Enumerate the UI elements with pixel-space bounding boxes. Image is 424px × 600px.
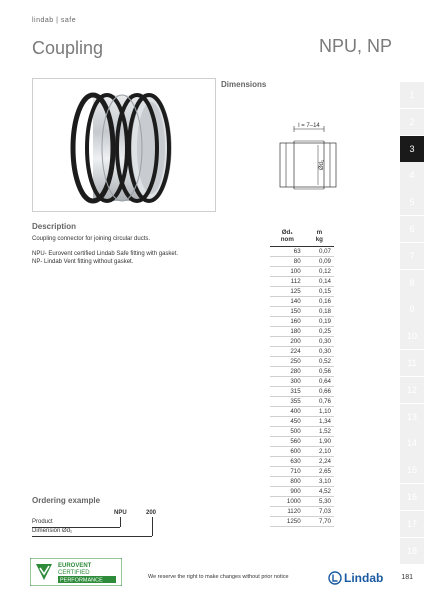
chapter-tab-14[interactable]: 14: [400, 430, 424, 456]
cell-mass: 2,24: [305, 456, 334, 466]
cell-mass: 0,14: [305, 276, 334, 286]
cell-mass: 0,64: [305, 376, 334, 386]
cell-diameter: 300: [270, 376, 305, 386]
table-row: [270, 296, 334, 306]
table-row: [270, 266, 334, 276]
page-number: 181: [401, 574, 413, 581]
footer-note: We reserve the right to make changes without prior notice: [148, 574, 289, 580]
cell-mass: 0,16: [305, 296, 334, 306]
cell-diameter: 1120: [270, 506, 305, 516]
ordering-product-label: Product: [32, 519, 53, 525]
table-row: [270, 416, 334, 426]
table-row: [270, 276, 334, 286]
lindab-logo: [328, 570, 383, 586]
chapter-tab-15[interactable]: 15: [400, 457, 424, 483]
chapter-tab-16[interactable]: 16: [400, 484, 424, 510]
table-row: [270, 456, 334, 466]
ordering-size: 200: [146, 510, 157, 516]
description-text: [32, 235, 212, 266]
eurovent-text: EUROVENT: [58, 563, 92, 569]
cell-diameter: 315: [270, 386, 305, 396]
cell-diameter: 280: [270, 366, 305, 376]
page-title: Coupling: [32, 38, 104, 58]
col-unit-nom: nom: [280, 235, 294, 243]
divider: [120, 517, 121, 527]
cell-diameter: 710: [270, 466, 305, 476]
cell-diameter: 224: [270, 346, 305, 356]
chapter-tab-12[interactable]: 12: [400, 377, 424, 403]
chapter-tab-5[interactable]: 5: [400, 189, 424, 215]
cell-mass: 0,30: [305, 336, 334, 346]
cell-diameter: 630: [270, 456, 305, 466]
table-row: [270, 466, 334, 476]
cell-diameter: 112: [270, 276, 305, 286]
cell-diameter: 1250: [270, 516, 305, 526]
ordering-dimension-label: Dimension Ød₁: [32, 528, 73, 534]
divider: [152, 517, 153, 536]
product-code: NPU, NP: [318, 36, 392, 56]
cell-diameter: 63: [270, 246, 305, 256]
eurovent-text: PERFORMANCE: [60, 577, 103, 584]
table-row: [270, 366, 334, 376]
cell-diameter: 180: [270, 326, 305, 336]
chapter-tabs: [400, 82, 424, 564]
chapter-tab-6[interactable]: 6: [400, 216, 424, 242]
dimensions-drawing: [260, 117, 360, 197]
cell-mass: 1,10: [305, 406, 334, 416]
cell-mass: 0,30: [305, 346, 334, 356]
col-unit-kg: kg: [315, 235, 323, 243]
cell-diameter: 140: [270, 296, 305, 306]
table-row: [270, 406, 334, 416]
cell-diameter: 250: [270, 356, 305, 366]
cell-diameter: 125: [270, 286, 305, 296]
chapter-tab-13[interactable]: 13: [400, 404, 424, 430]
length-label: l = 7–14: [298, 123, 320, 129]
brand-header: lindab | safe: [32, 17, 77, 24]
cell-mass: 0,19: [305, 316, 334, 326]
table-row: [270, 356, 334, 366]
table-row: [270, 386, 334, 396]
table-row: [270, 346, 334, 356]
table-row: [270, 246, 334, 256]
eurovent-text: CERTIFIED: [58, 570, 90, 576]
lindab-wordmark: Lindab: [344, 571, 384, 585]
table-row: [270, 446, 334, 456]
chapter-tab-2[interactable]: 2: [400, 109, 424, 135]
cell-mass: 0,18: [305, 306, 334, 316]
cell-diameter: 800: [270, 476, 305, 486]
description-line: Coupling connector for joining circular ducts.: [32, 236, 151, 242]
col-header-mass: m: [316, 228, 323, 236]
cell-mass: 0,56: [305, 366, 334, 376]
cell-diameter: 100: [270, 266, 305, 276]
cell-diameter: 160: [270, 316, 305, 326]
cell-mass: 5,30: [305, 496, 334, 506]
table-row: [270, 306, 334, 316]
description-heading: Description: [32, 222, 77, 231]
chapter-tab-1[interactable]: 1: [400, 82, 424, 108]
dimensions-table: [270, 226, 334, 527]
lindab-logo-icon: [328, 571, 342, 585]
cell-diameter: 150: [270, 306, 305, 316]
cell-mass: 1,90: [305, 436, 334, 446]
table-row: [270, 326, 334, 336]
chapter-tab-7[interactable]: 7: [400, 243, 424, 269]
table-header-mass: [305, 226, 334, 246]
chapter-tab-3[interactable]: 3: [400, 136, 424, 162]
diameter-label: Ød₁: [319, 159, 325, 171]
cell-diameter: 400: [270, 406, 305, 416]
table-row: [270, 486, 334, 496]
table-row: [270, 426, 334, 436]
cell-mass: 0,66: [305, 386, 334, 396]
table-row: [270, 506, 334, 516]
table-row: [270, 476, 334, 486]
chapter-tab-18[interactable]: 18: [400, 538, 424, 564]
product-photo: [32, 78, 216, 212]
table-header-row: [270, 226, 334, 246]
cell-mass: 7,70: [305, 516, 334, 526]
table-row: [270, 396, 334, 406]
col-header-diameter: Ød₁: [281, 228, 293, 236]
chapter-tab-8[interactable]: 8: [400, 270, 424, 296]
cell-diameter: 80: [270, 256, 305, 266]
cell-diameter: 900: [270, 486, 305, 496]
cell-mass: 0,12: [305, 266, 334, 276]
cell-diameter: 600: [270, 446, 305, 456]
chapter-tab-4[interactable]: 4: [400, 162, 424, 188]
coupling-photo-illustration: [33, 79, 217, 213]
cell-mass: 0,09: [305, 256, 334, 266]
cell-mass: 2,10: [305, 446, 334, 456]
table-row: [270, 436, 334, 446]
ordering-heading: Ordering example: [32, 496, 101, 505]
cell-diameter: 450: [270, 416, 305, 426]
description-line: NP- Lindab Vent fitting without gasket.: [32, 259, 134, 265]
cell-mass: 1,34: [305, 416, 334, 426]
cell-mass: 0,25: [305, 326, 334, 336]
table-row: [270, 336, 334, 346]
table-row: [270, 516, 334, 526]
cell-mass: 1,52: [305, 426, 334, 436]
cell-mass: 3,10: [305, 476, 334, 486]
chapter-tab-11[interactable]: 11: [400, 350, 424, 376]
cell-diameter: 200: [270, 336, 305, 346]
cell-mass: 0,07: [305, 246, 334, 256]
table-row: [270, 496, 334, 506]
divider: [32, 536, 152, 537]
dimensions-heading: Dimensions: [221, 80, 267, 89]
chapter-tab-17[interactable]: 17: [400, 511, 424, 537]
cell-mass: 4,52: [305, 486, 334, 496]
cell-diameter: 355: [270, 396, 305, 406]
description-line: NPU- Eurovent certified Lindab Safe fitting with gasket.: [32, 251, 179, 257]
cell-mass: 7,03: [305, 506, 334, 516]
table-row: [270, 286, 334, 296]
table-row: [270, 376, 334, 386]
table-row: [270, 316, 334, 326]
table-row: [270, 256, 334, 266]
ordering-code: NPU: [114, 510, 127, 516]
cell-mass: 2,65: [305, 466, 334, 476]
table-header-diameter: [270, 226, 305, 246]
cell-diameter: 1000: [270, 496, 305, 506]
cell-mass: 0,52: [305, 356, 334, 366]
cell-mass: 0,15: [305, 286, 334, 296]
cell-mass: 0,76: [305, 396, 334, 406]
divider: [32, 527, 120, 528]
ordering-example: [32, 510, 162, 540]
table-body: [270, 246, 334, 526]
cell-diameter: 560: [270, 436, 305, 446]
eurovent-certified-logo: [30, 558, 122, 586]
cell-diameter: 500: [270, 426, 305, 436]
chapter-tab-10[interactable]: 10: [400, 323, 424, 349]
chapter-tab-9[interactable]: 9: [400, 296, 424, 322]
